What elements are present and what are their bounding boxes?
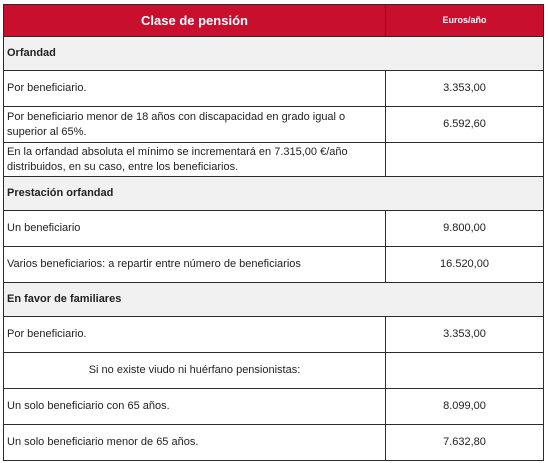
row-value: 7.632,80 [386, 425, 544, 461]
table-row [4, 425, 544, 461]
section-row-familiares [4, 283, 544, 317]
section-row-prestacion-orfandad [4, 177, 544, 211]
table-row [4, 389, 544, 425]
row-label: Un beneficiario [4, 211, 386, 247]
header-euros-per-year: Euros/año [386, 5, 544, 37]
row-label: Por beneficiario menor de 18 años con discapacidad en grado igual o superior al 65%. [4, 107, 386, 143]
row-value [386, 143, 544, 177]
row-label: Por beneficiario. [4, 317, 386, 353]
pension-table-wrapper [3, 4, 543, 461]
table-row [4, 317, 544, 353]
table-row [4, 211, 544, 247]
row-value: 16.520,00 [386, 247, 544, 283]
row-value: 6.592,60 [386, 107, 544, 143]
section-title: En favor de familiares [4, 283, 544, 317]
row-value: 9.800,00 [386, 211, 544, 247]
table-row [4, 247, 544, 283]
row-value [386, 353, 544, 389]
table-header-row [4, 5, 544, 37]
row-value: 8.099,00 [386, 389, 544, 425]
row-value: 3.353,00 [386, 317, 544, 353]
table-row [4, 107, 544, 143]
section-row-orfandad [4, 37, 544, 71]
row-label: Por beneficiario. [4, 71, 386, 107]
section-title: Orfandad [4, 37, 544, 71]
row-label: Un solo beneficiario menor de 65 años. [4, 425, 386, 461]
row-label: Si no existe viudo ni huérfano pensionistas: [4, 353, 386, 389]
header-pension-class: Clase de pensión [4, 5, 386, 37]
row-label: Un solo beneficiario con 65 años. [4, 389, 386, 425]
table-row [4, 353, 544, 389]
pension-table [3, 4, 544, 461]
table-row [4, 143, 544, 177]
row-value: 3.353,00 [386, 71, 544, 107]
row-label: Varios beneficiarios: a repartir entre número de beneficiarios [4, 247, 386, 283]
table-row [4, 71, 544, 107]
row-label: En la orfandad absoluta el mínimo se incrementará en 7.315,00 €/año distribuidos, en su caso, entre los beneficiarios. [4, 143, 386, 177]
section-title: Prestación orfandad [4, 177, 544, 211]
